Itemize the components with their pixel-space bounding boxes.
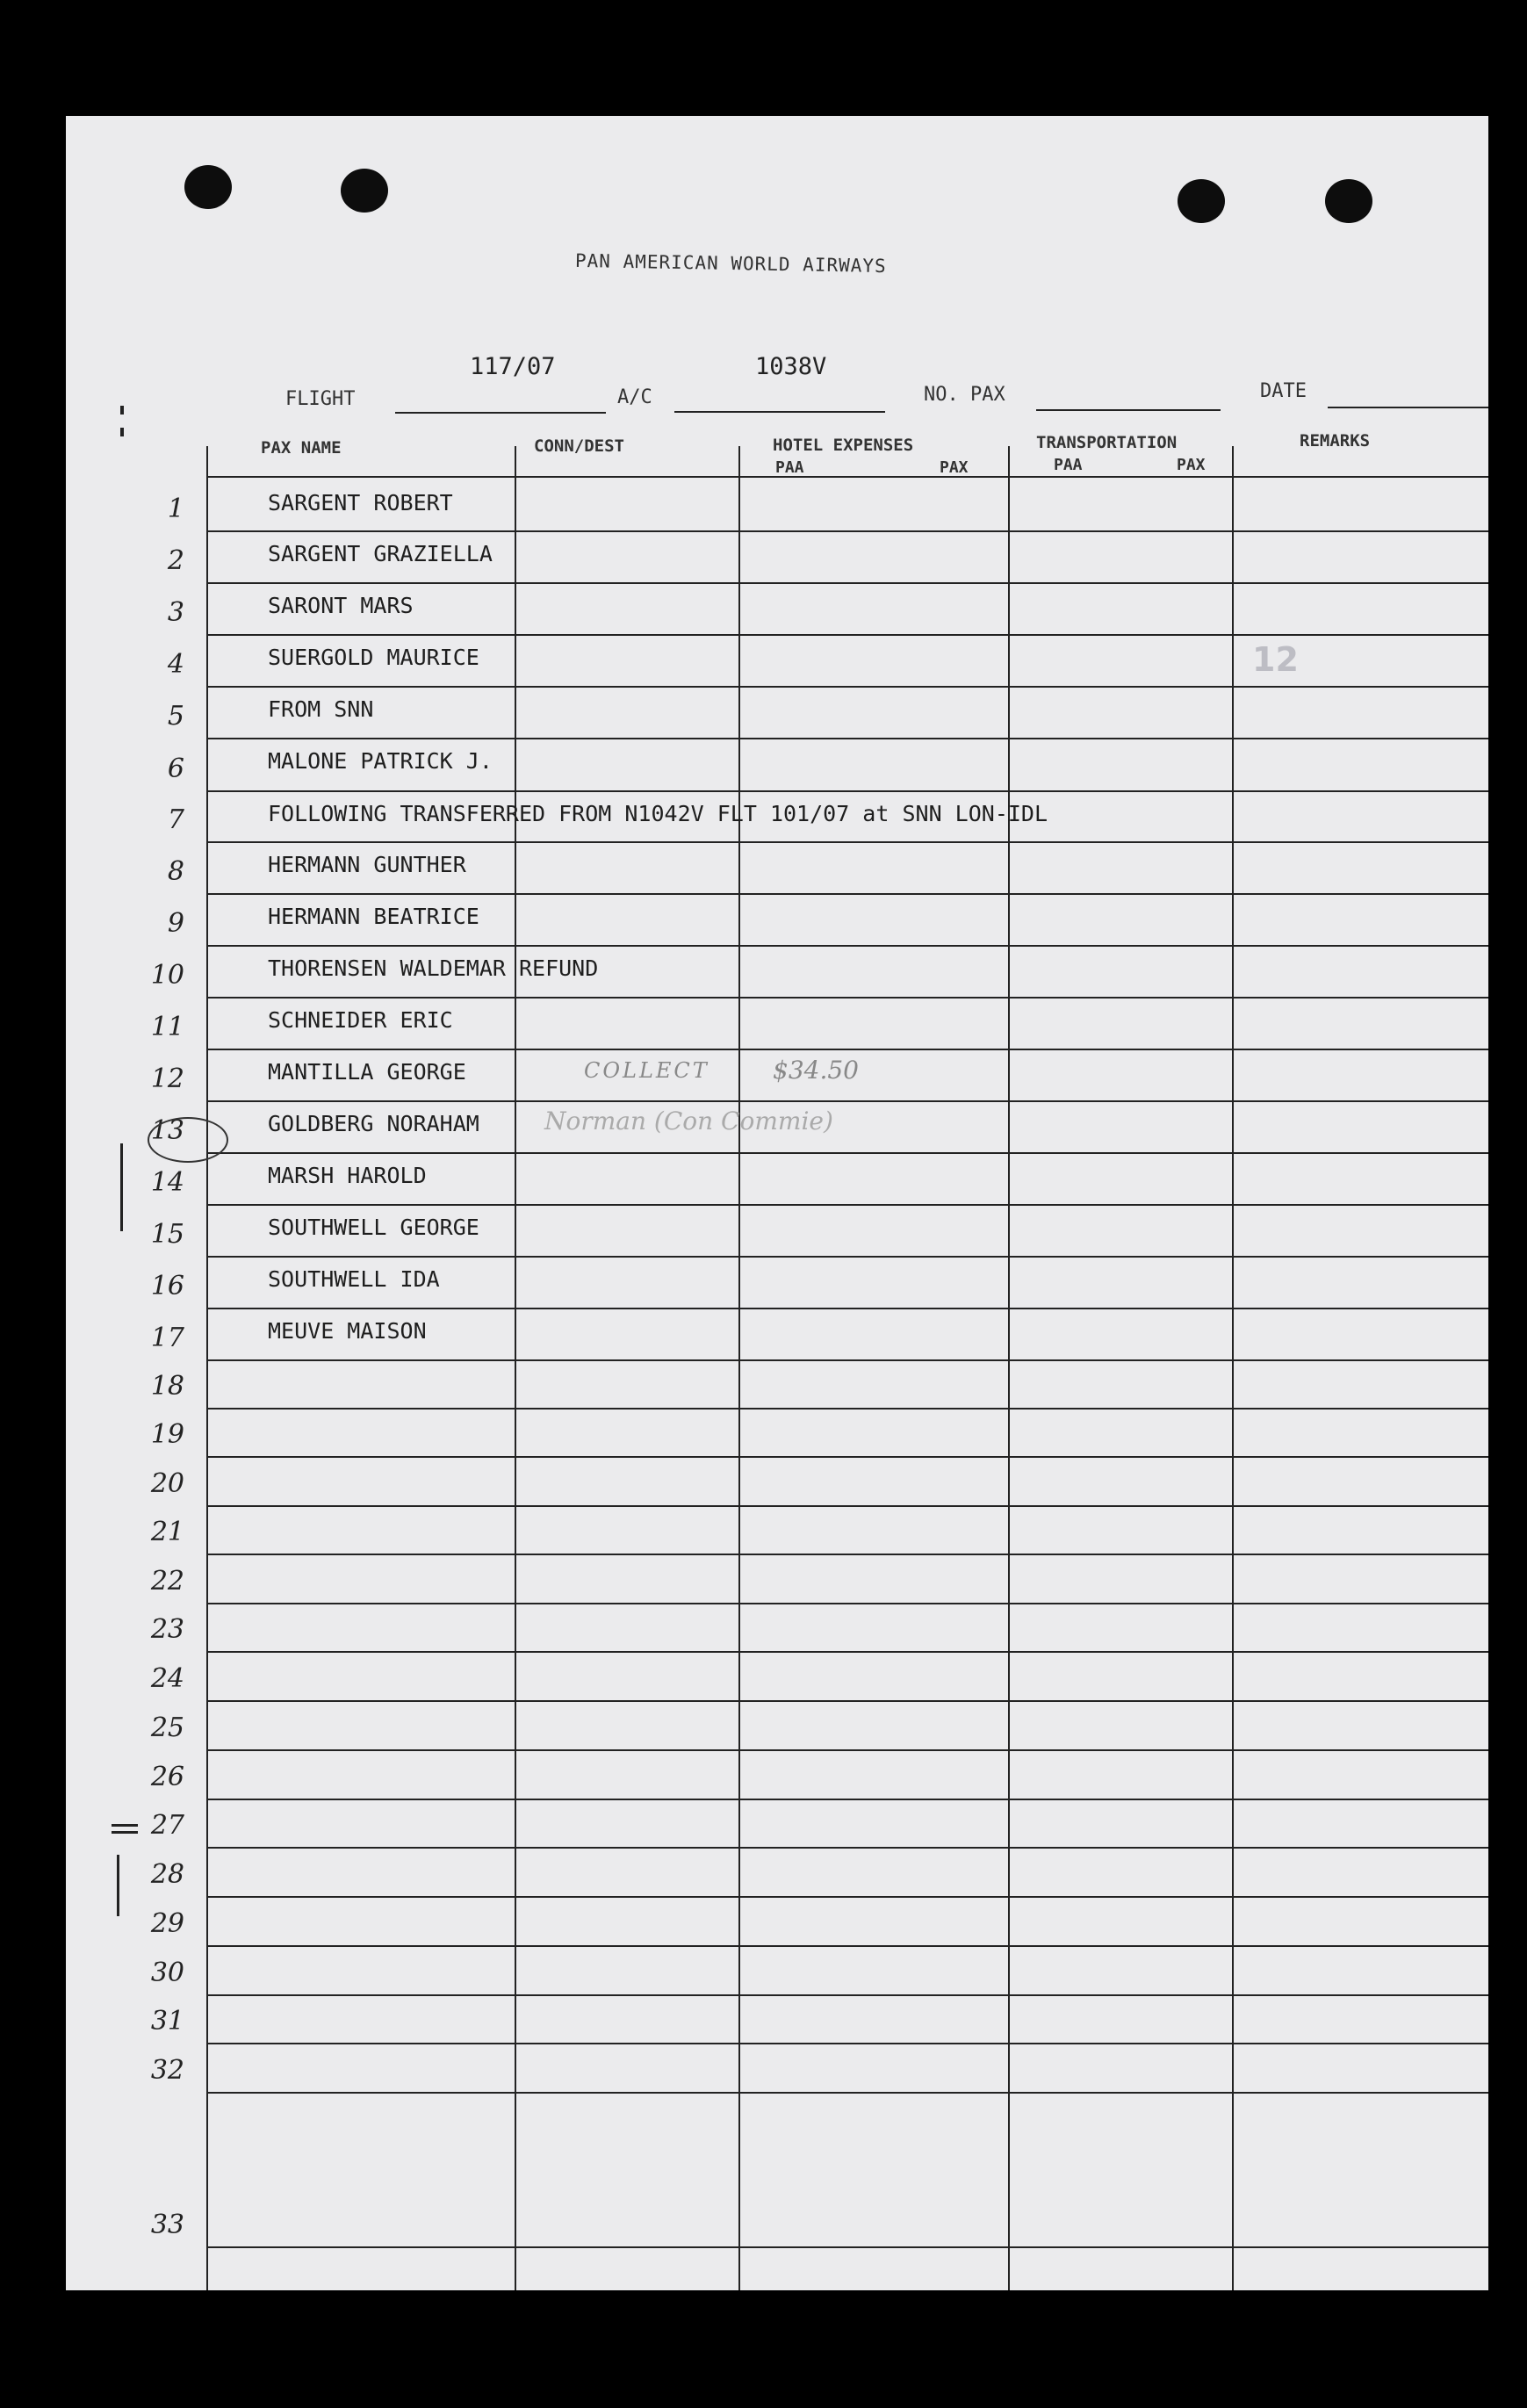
row-number: 9 bbox=[167, 908, 184, 939]
passenger-entry: MANTILLA GEORGE bbox=[268, 1059, 466, 1085]
remarks-stamp: 12 bbox=[1252, 640, 1299, 679]
column-divider bbox=[1008, 446, 1010, 2290]
date-label: DATE bbox=[1260, 380, 1307, 402]
passenger-entry: SOUTHWELL GEORGE bbox=[268, 1215, 479, 1240]
row-divider bbox=[206, 1896, 1488, 1898]
row-number: 25 bbox=[150, 1712, 184, 1743]
row-number: 13 bbox=[150, 1115, 184, 1146]
row-divider bbox=[206, 1847, 1488, 1849]
collect-note: COLLECT bbox=[584, 1058, 709, 1083]
punch-hole-icon bbox=[184, 165, 232, 209]
row-divider bbox=[206, 841, 1488, 843]
organization-name: PAN AMERICAN WORLD AIRWAYS bbox=[574, 249, 887, 278]
passenger-entry: SOUTHWELL IDA bbox=[268, 1266, 440, 1292]
row-divider bbox=[206, 1049, 1488, 1050]
margin-mark bbox=[117, 1855, 119, 1916]
row-number: 7 bbox=[167, 804, 184, 835]
row-divider bbox=[206, 1799, 1488, 1800]
column-divider bbox=[515, 446, 516, 2290]
row-number: 27 bbox=[150, 1810, 184, 1841]
passenger-entry: MALONE PATRICK J. bbox=[268, 748, 493, 774]
row-divider bbox=[206, 2092, 1488, 2094]
margin-mark bbox=[120, 1143, 123, 1231]
passenger-entry: SCHNEIDER ERIC bbox=[268, 1007, 453, 1033]
row-divider bbox=[206, 1152, 1488, 1154]
passenger-entry: SARGENT GRAZIELLA bbox=[268, 541, 493, 566]
row-number: 8 bbox=[167, 856, 184, 887]
row-number: 6 bbox=[167, 753, 184, 784]
row-divider bbox=[206, 1749, 1488, 1751]
col-transportation: TRANSPORTATION bbox=[1036, 433, 1178, 452]
column-divider bbox=[738, 446, 740, 2290]
row-number: 3 bbox=[167, 597, 184, 628]
row-number: 11 bbox=[150, 1012, 184, 1042]
row-divider bbox=[206, 1554, 1488, 1555]
document-page bbox=[66, 116, 1488, 2290]
row-divider bbox=[206, 1256, 1488, 1258]
passenger-entry: FOLLOWING TRANSFERRED FROM N1042V FLT 101/07 at SNN LON-IDL bbox=[268, 801, 1048, 826]
passenger-entry: MARSH HAROLD bbox=[268, 1163, 427, 1188]
row-divider bbox=[206, 1505, 1488, 1507]
no-pax-label: NO. PAX bbox=[924, 384, 1005, 406]
row-divider bbox=[206, 997, 1488, 999]
no-pax-line bbox=[1036, 409, 1221, 411]
row-number: 32 bbox=[150, 2055, 184, 2086]
row-divider bbox=[206, 1308, 1488, 1309]
punch-hole-icon bbox=[1178, 179, 1225, 223]
row-number: 21 bbox=[150, 1517, 184, 1547]
row-divider bbox=[206, 945, 1488, 947]
passenger-entry: HERMANN BEATRICE bbox=[268, 904, 479, 929]
row-number: 16 bbox=[150, 1271, 184, 1301]
row-divider bbox=[206, 1408, 1488, 1409]
column-divider bbox=[206, 446, 208, 2290]
passenger-entry: SARGENT ROBERT bbox=[268, 490, 453, 515]
row-divider bbox=[206, 1100, 1488, 1102]
row-number: 17 bbox=[150, 1323, 184, 1353]
row-number: 12 bbox=[150, 1063, 184, 1094]
flight-line bbox=[395, 412, 606, 414]
ac-line bbox=[674, 411, 885, 413]
passenger-entry: GOLDBERG NORAHAM bbox=[268, 1111, 479, 1136]
passenger-entry: FROM SNN bbox=[268, 696, 374, 722]
row-divider bbox=[206, 1994, 1488, 1996]
row-number: 33 bbox=[150, 2210, 184, 2240]
col-pax-name: PAX NAME bbox=[261, 438, 342, 458]
row-divider bbox=[206, 634, 1488, 636]
passenger-entry: HERMANN GUNTHER bbox=[268, 852, 466, 877]
row-number: 5 bbox=[167, 701, 184, 732]
row-divider bbox=[206, 582, 1488, 584]
row-number: 2 bbox=[167, 545, 184, 576]
row-number: 14 bbox=[150, 1167, 184, 1198]
row-number: 30 bbox=[150, 1957, 184, 1988]
col-trans-pax: PAX bbox=[1177, 456, 1206, 474]
table-header-line bbox=[206, 476, 1488, 478]
passenger-entry: MEUVE MAISON bbox=[268, 1318, 427, 1344]
col-remarks: REMARKS bbox=[1300, 431, 1371, 451]
row-number: 1 bbox=[167, 494, 184, 524]
row-divider bbox=[206, 530, 1488, 532]
col-conn-dest: CONN/DEST bbox=[534, 436, 624, 456]
row-number: 20 bbox=[150, 1468, 184, 1499]
punch-hole-icon bbox=[1325, 179, 1372, 223]
row-number: 18 bbox=[150, 1371, 184, 1402]
row-number: 22 bbox=[150, 1566, 184, 1597]
row-number: 15 bbox=[150, 1219, 184, 1250]
column-divider bbox=[1232, 446, 1234, 2290]
ac-label: A/C bbox=[617, 386, 652, 408]
row-divider bbox=[206, 893, 1488, 895]
row-number: 10 bbox=[150, 960, 184, 991]
row-divider bbox=[206, 738, 1488, 739]
date-line bbox=[1328, 407, 1488, 408]
row-divider bbox=[206, 1204, 1488, 1206]
row-13-circle bbox=[148, 1117, 228, 1163]
row-divider bbox=[206, 686, 1488, 688]
margin-mark bbox=[112, 1831, 138, 1834]
row-divider bbox=[206, 1651, 1488, 1653]
row-number: 23 bbox=[150, 1614, 184, 1645]
row-number: 26 bbox=[150, 1762, 184, 1792]
row-divider bbox=[206, 1945, 1488, 1947]
ac-value: 1038V bbox=[755, 353, 827, 380]
row-divider bbox=[206, 1359, 1488, 1361]
row-number: 4 bbox=[167, 649, 184, 680]
margin-mark bbox=[112, 1824, 138, 1827]
col-hotel-expenses: HOTEL EXPENSES bbox=[773, 436, 914, 455]
row-number: 29 bbox=[150, 1908, 184, 1939]
norman-note: Norman (Con Commie) bbox=[544, 1107, 833, 1136]
row-divider bbox=[206, 1700, 1488, 1702]
passenger-entry: SUERGOLD MAURICE bbox=[268, 645, 479, 670]
margin-mark bbox=[120, 406, 124, 415]
row-number: 24 bbox=[150, 1663, 184, 1694]
flight-value: 117/07 bbox=[470, 353, 556, 380]
amount-note: $34.50 bbox=[773, 1056, 859, 1085]
passenger-entry: THORENSEN WALDEMAR REFUND bbox=[268, 955, 599, 981]
col-hotel-pax: PAX bbox=[940, 458, 969, 477]
row-divider bbox=[206, 1603, 1488, 1604]
row-divider bbox=[206, 790, 1488, 792]
row-divider bbox=[206, 2043, 1488, 2044]
row-number: 31 bbox=[150, 2006, 184, 2037]
flight-label: FLIGHT bbox=[285, 388, 356, 410]
col-trans-paa: PAA bbox=[1054, 456, 1083, 474]
margin-mark bbox=[120, 428, 124, 436]
row-divider bbox=[206, 1456, 1488, 1458]
row-divider bbox=[206, 2246, 1488, 2248]
row-number: 28 bbox=[150, 1859, 184, 1890]
col-hotel-paa: PAA bbox=[775, 458, 804, 477]
punch-hole-icon bbox=[341, 169, 388, 213]
row-number: 19 bbox=[150, 1419, 184, 1450]
passenger-entry: SARONT MARS bbox=[268, 593, 414, 618]
